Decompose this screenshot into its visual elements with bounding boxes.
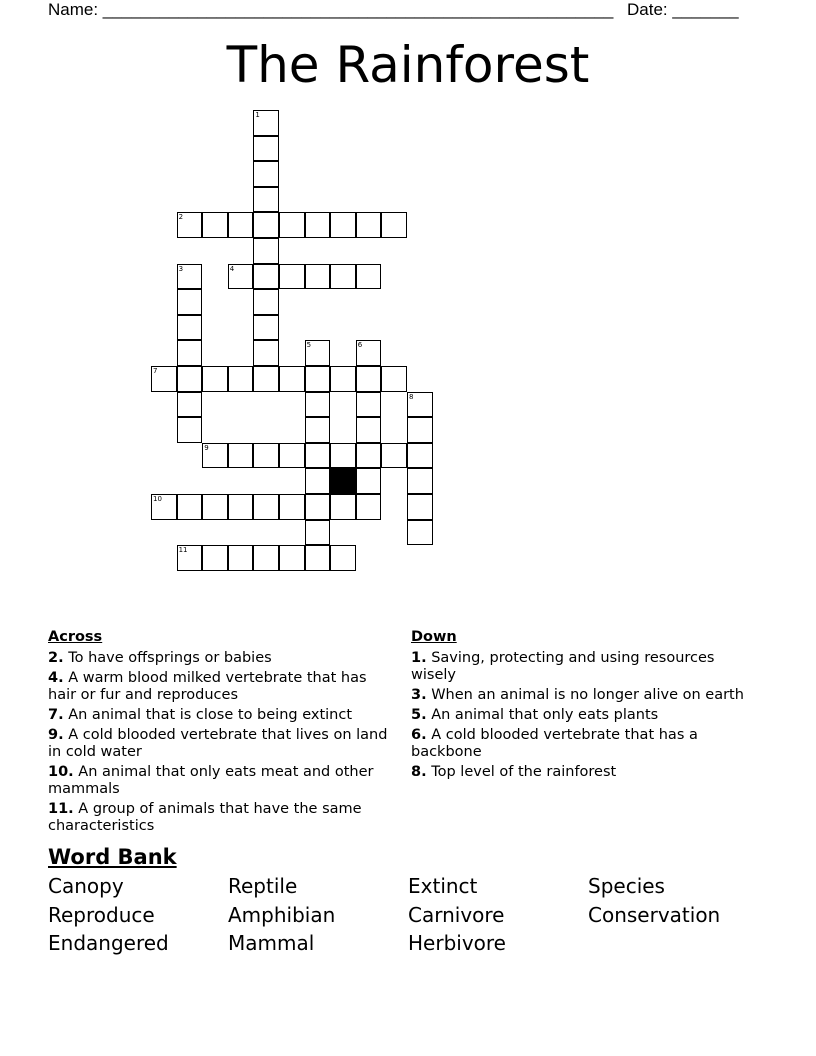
across-heading: Across (48, 629, 103, 645)
clue-text: A group of animals that have the same characteristics (48, 801, 362, 834)
crossword-cell[interactable] (228, 366, 254, 392)
crossword-cell[interactable] (407, 468, 433, 494)
crossword-cell[interactable] (356, 212, 382, 238)
crossword-cell[interactable] (253, 110, 279, 136)
crossword-cell[interactable] (253, 187, 279, 213)
across-clue (48, 707, 398, 724)
crossword-cell[interactable] (305, 340, 331, 366)
clue-number: 4. (48, 670, 64, 686)
crossword-cell[interactable] (330, 545, 356, 571)
cell-number: 2 (178, 213, 184, 222)
crossword-cell[interactable] (381, 443, 407, 469)
cell-number: 1 (255, 111, 260, 119)
clue-text: When an animal is no longer alive on earth (431, 687, 744, 703)
crossword-cell[interactable] (253, 264, 279, 290)
crossword-cell[interactable] (356, 468, 382, 494)
crossword-cell[interactable] (407, 392, 433, 418)
crossword-cell[interactable] (228, 264, 254, 290)
crossword-cell[interactable] (407, 520, 433, 546)
crossword-cell[interactable] (279, 212, 305, 238)
crossword-cell[interactable] (177, 392, 203, 418)
crossword-cell[interactable] (330, 264, 356, 290)
crossword-cell[interactable] (253, 443, 279, 469)
across-clue (48, 764, 398, 798)
down-clue (411, 764, 761, 781)
crossword-cell[interactable] (381, 212, 407, 238)
crossword-cell[interactable] (202, 443, 228, 469)
crossword-cell[interactable] (356, 392, 382, 418)
clue-text: A warm blood milked vertebrate that has hair or fur and reproduces (48, 670, 367, 703)
cell-number: 8 (409, 392, 414, 401)
crossword-cell[interactable] (305, 545, 331, 571)
cell-number: 11 (178, 546, 188, 555)
cell-number: 4 (229, 264, 235, 273)
crossword-cell[interactable] (305, 264, 331, 290)
cell-number: 9 (204, 443, 209, 452)
crossword-cell[interactable] (228, 443, 254, 469)
name-field-line: Name: ______________________________________________________ (48, 0, 614, 19)
clue-number: 5. (411, 707, 427, 723)
crossword-cell[interactable] (253, 238, 279, 264)
clue-text: To have offsprings or babies (68, 650, 272, 666)
word-bank-word: Species (588, 874, 665, 898)
cell-number: 3 (178, 264, 184, 273)
clue-text: An animal that only eats meat and other mammals (48, 764, 374, 797)
clue-number: 1. (411, 650, 427, 666)
clue-number: 3. (411, 687, 427, 703)
page-title: The Rainforest (226, 36, 590, 94)
across-clue (48, 801, 398, 835)
across-clue (48, 727, 398, 761)
crossword-cell[interactable] (253, 212, 279, 238)
word-bank-word: Mammal (228, 931, 315, 955)
crossword-cell[interactable] (356, 494, 382, 520)
crossword-cell[interactable] (305, 468, 331, 494)
crossword-cell[interactable] (228, 494, 254, 520)
down-heading: Down (411, 629, 457, 645)
crossword-cell[interactable] (305, 443, 331, 469)
crossword-cell[interactable] (253, 136, 279, 162)
crossword-cell[interactable] (151, 494, 177, 520)
clue-text: Saving, protecting and using resources wisely (411, 650, 715, 683)
crossword-cell[interactable] (202, 366, 228, 392)
crossword-cell[interactable] (202, 545, 228, 571)
crossword-cell[interactable] (279, 264, 305, 290)
word-bank-word: Extinct (408, 874, 478, 898)
down-clue (411, 707, 761, 724)
crossword-cell[interactable] (305, 494, 331, 520)
crossword-cell[interactable] (407, 494, 433, 520)
down-clues (411, 629, 761, 784)
cell-number: 10 (153, 495, 162, 503)
clue-number: 8. (411, 764, 427, 780)
down-clue (411, 727, 761, 761)
crossword-cell[interactable] (177, 289, 203, 315)
crossword-cell[interactable] (253, 161, 279, 187)
word-bank-word: Amphibian (228, 903, 336, 927)
date-field-line: Date: _______ (627, 0, 739, 19)
cell-number: 5 (306, 341, 312, 350)
cell-number: 7 (153, 367, 158, 375)
clue-text: Top level of the rainforest (431, 764, 617, 780)
clue-number: 9. (48, 727, 64, 743)
crossword-cell[interactable] (305, 417, 331, 443)
crossword-cell[interactable] (279, 494, 305, 520)
down-clue (411, 687, 761, 704)
crossword-cell[interactable] (177, 315, 203, 341)
crossword-cell[interactable] (202, 212, 228, 238)
crossword-cell[interactable] (177, 417, 203, 443)
crossword-cell[interactable] (330, 366, 356, 392)
crossword-cell[interactable] (253, 340, 279, 366)
clue-number: 11. (48, 801, 74, 817)
word-bank-word: Carnivore (408, 903, 505, 927)
across-clue (48, 670, 398, 704)
word-bank-word: Endangered (48, 931, 169, 955)
crossword-cell[interactable] (356, 417, 382, 443)
crossword-cell[interactable] (253, 366, 279, 392)
crossword-cell[interactable] (407, 417, 433, 443)
crossword-cell[interactable] (356, 443, 382, 469)
crossword-cell[interactable] (305, 366, 331, 392)
crossword-cell[interactable] (253, 545, 279, 571)
clue-text: An animal that only eats plants (431, 707, 659, 723)
clue-text: A cold blooded vertebrate that has a backbone (411, 727, 698, 760)
crossword-cell[interactable] (177, 545, 203, 571)
crossword-cell[interactable] (253, 494, 279, 520)
clue-text: A cold blooded vertebrate that lives on land in cold water (48, 727, 388, 760)
crossword-cell[interactable] (330, 443, 356, 469)
crossword-cell[interactable] (305, 392, 331, 418)
word-bank-word: Reproduce (48, 903, 155, 927)
crossword-cell[interactable] (381, 366, 407, 392)
crossword-black-cell (330, 468, 356, 494)
crossword-cell[interactable] (407, 443, 433, 469)
crossword-cell[interactable] (305, 520, 331, 546)
across-clues (48, 629, 398, 838)
crossword-cell[interactable] (356, 264, 382, 290)
crossword-cell[interactable] (177, 264, 203, 290)
crossword-cell[interactable] (305, 212, 331, 238)
word-bank-word: Conservation (588, 903, 721, 927)
crossword-cell[interactable] (228, 545, 254, 571)
crossword-cell[interactable] (279, 443, 305, 469)
clue-number: 7. (48, 707, 64, 723)
crossword-cell[interactable] (177, 494, 203, 520)
crossword-cell[interactable] (356, 366, 382, 392)
word-bank-word: Canopy (48, 874, 124, 898)
crossword-cell[interactable] (279, 366, 305, 392)
clue-number: 6. (411, 727, 427, 743)
crossword-cell[interactable] (253, 289, 279, 315)
crossword-cell[interactable] (177, 212, 203, 238)
crossword-cell[interactable] (177, 340, 203, 366)
crossword-cell[interactable] (253, 315, 279, 341)
crossword-cell[interactable] (356, 340, 382, 366)
word-bank-word: Reptile (228, 874, 298, 898)
word-bank-word: Herbivore (408, 931, 506, 955)
crossword-cell[interactable] (177, 366, 203, 392)
word-bank-heading: Word Bank (48, 845, 177, 869)
clue-text: An animal that is close to being extinct (68, 707, 353, 723)
crossword-cell[interactable] (330, 494, 356, 520)
clue-number: 2. (48, 650, 64, 666)
across-clue (48, 650, 398, 667)
cell-number: 6 (357, 341, 363, 350)
crossword-cell[interactable] (330, 212, 356, 238)
crossword-cell[interactable] (202, 494, 228, 520)
clue-number: 10. (48, 764, 74, 780)
down-clue (411, 650, 761, 684)
crossword-cell[interactable] (279, 545, 305, 571)
crossword-cell[interactable] (228, 212, 254, 238)
crossword-cell[interactable] (151, 366, 177, 392)
